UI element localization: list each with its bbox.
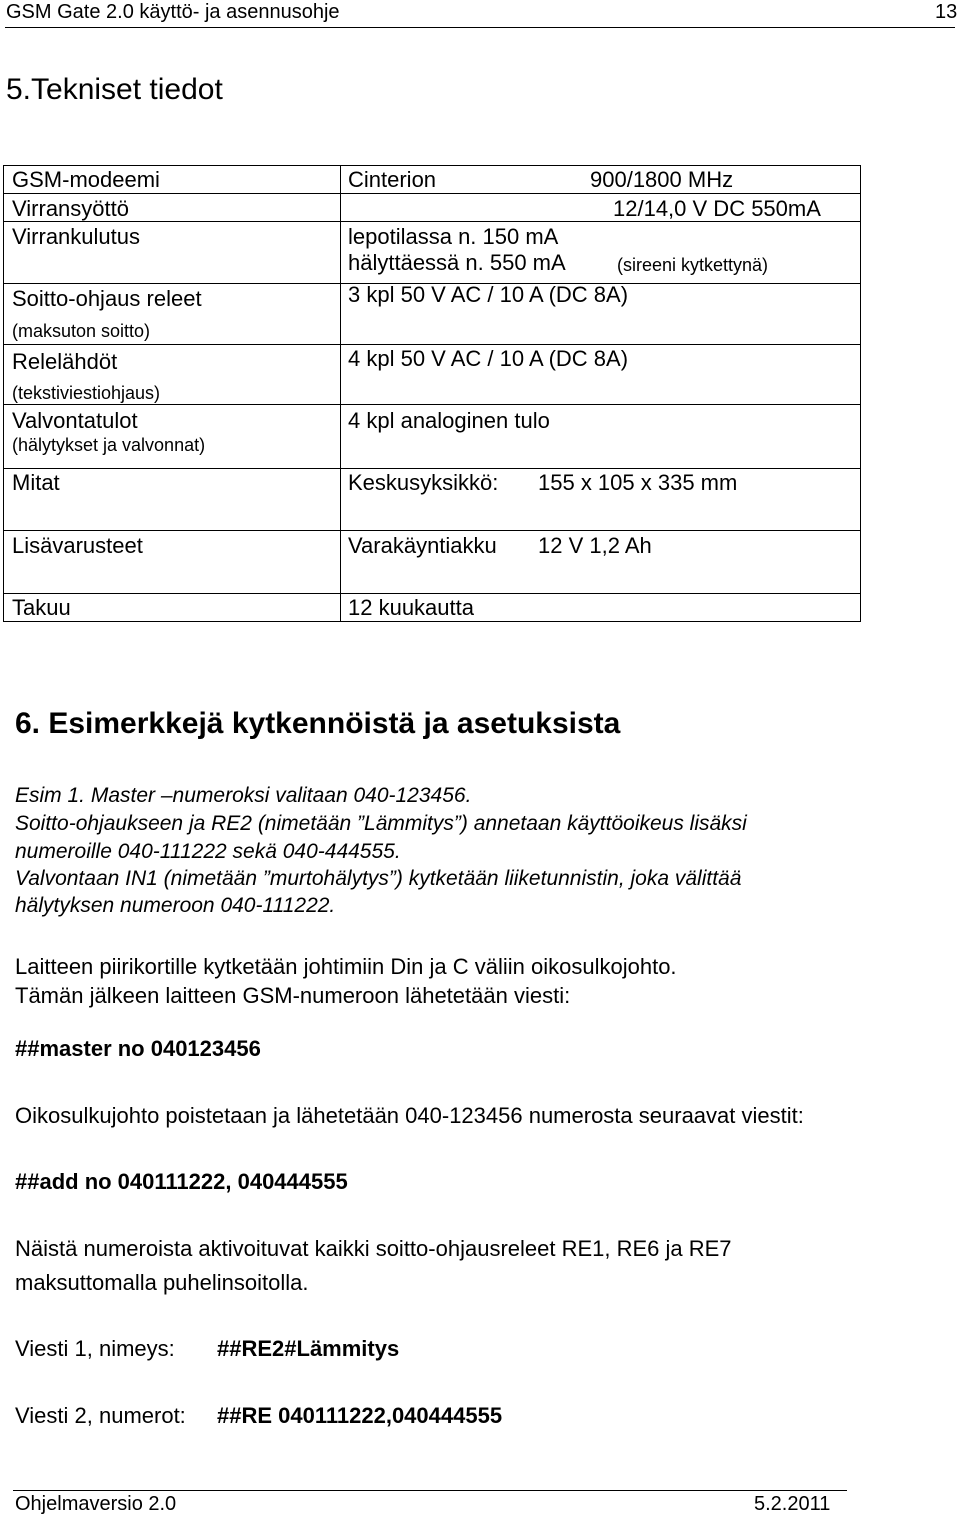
gsm-value: Cinterion [348,167,437,192]
dimensions-value: 155 x 105 x 335 mm [538,470,738,495]
section-5-title: 5.Tekniset tiedot [6,73,223,106]
row-divider [4,344,860,345]
paragraph-1-line-1: Laitteen piirikortille kytketään johtimiin Din ja C väliin oikosulkojohto. [15,954,677,979]
row-divider [4,404,860,405]
call-control-label: Soitto-ohjaus releet [12,286,202,311]
footer-rule [13,1490,847,1491]
row-divider [4,193,860,194]
example-line-1: Esim 1. Master –numeroksi valitaan 040-123456. [15,784,472,807]
consumption-label: Virrankulutus [12,224,140,249]
dimensions-label: Mitat [12,470,60,495]
message-1-label: Viesti 1, nimeys: [15,1336,175,1361]
gsm-label: GSM-modeemi [12,167,160,192]
relay-sub: (tekstiviestiohjaus) [12,383,161,403]
accessories-label: Lisävarusteet [12,533,143,558]
warranty-label: Takuu [12,595,71,620]
header-rule [5,27,955,28]
call-control-value: 3 kpl 50 V AC / 10 A (DC 8A) [348,282,629,307]
message-1-command: ##RE2#Lämmitys [217,1336,400,1361]
dimensions-unit: Keskusyksikkö: [348,470,499,495]
example-line-3: numeroille 040-111222 sekä 040-444555. [15,840,401,863]
paragraph-2: Oikosulkujohto poistetaan ja lähetetään 040-123456 numerosta seuraavat viestit: [15,1103,804,1128]
supply-value: 12/14,0 V DC 550mA [613,196,821,221]
monitor-label: Valvontatulot [12,408,138,433]
header-title: GSM Gate 2.0 käyttö- ja asennusohje [6,1,340,23]
row-divider [4,593,860,594]
consumption-alarm: hälyttäessä n. 550 mA [348,250,566,275]
footer-date: 5.2.2011 [754,1493,831,1515]
command-add: ##add no 040111222, 040444555 [15,1169,348,1194]
footer-version: Ohjelmaversio 2.0 [15,1493,177,1515]
example-line-2: Soitto-ohjaukseen ja RE2 (nimetään ”Lämmitys”) annetaan käyttöoikeus lisäksi [15,812,747,835]
command-master: ##master no 040123456 [15,1036,261,1061]
message-2-command: ##RE 040111222,040444555 [217,1403,503,1428]
paragraph-3-line-1: Näistä numeroista aktivoituvat kaikki soitto-ohjausreleet RE1, RE6 ja RE7 [15,1236,732,1261]
accessories-value: 12 V 1,2 Ah [538,533,652,558]
accessories-item: Varakäyntiakku [348,533,497,558]
example-line-5: hälytyksen numeroon 040-111222. [15,894,336,917]
column-divider [340,166,341,621]
warranty-value: 12 kuukautta [348,595,474,620]
paragraph-3-line-2: maksuttomalla puhelinsoitolla. [15,1270,309,1295]
call-control-sub: (maksuton soitto) [12,321,151,341]
relay-value: 4 kpl 50 V AC / 10 A (DC 8A) [348,346,629,371]
consumption-note: (sireeni kytkettynä) [617,255,769,275]
example-line-4: Valvontaan IN1 (nimetään ”murtohälytys”) kytketään liiketunnistin, joka välittää [15,867,742,890]
row-divider [4,530,860,531]
supply-label: Virransyöttö [12,196,129,221]
monitor-sub: (hälytykset ja valvonnat) [12,435,206,455]
relay-label: Relelähdöt [12,349,118,374]
page-number: 13 [935,1,958,23]
section-6-title: 6. Esimerkkejä kytkennöistä ja asetuksista [15,707,621,740]
gsm-frequency: 900/1800 MHz [590,167,734,192]
message-2-label: Viesti 2, numerot: [15,1403,186,1428]
consumption-idle: lepotilassa n. 150 mA [348,224,559,249]
paragraph-1-line-2: Tämän jälkeen laitteen GSM-numeroon lähetetään viesti: [15,983,571,1008]
row-divider [4,468,860,469]
monitor-value: 4 kpl analoginen tulo [348,408,550,433]
